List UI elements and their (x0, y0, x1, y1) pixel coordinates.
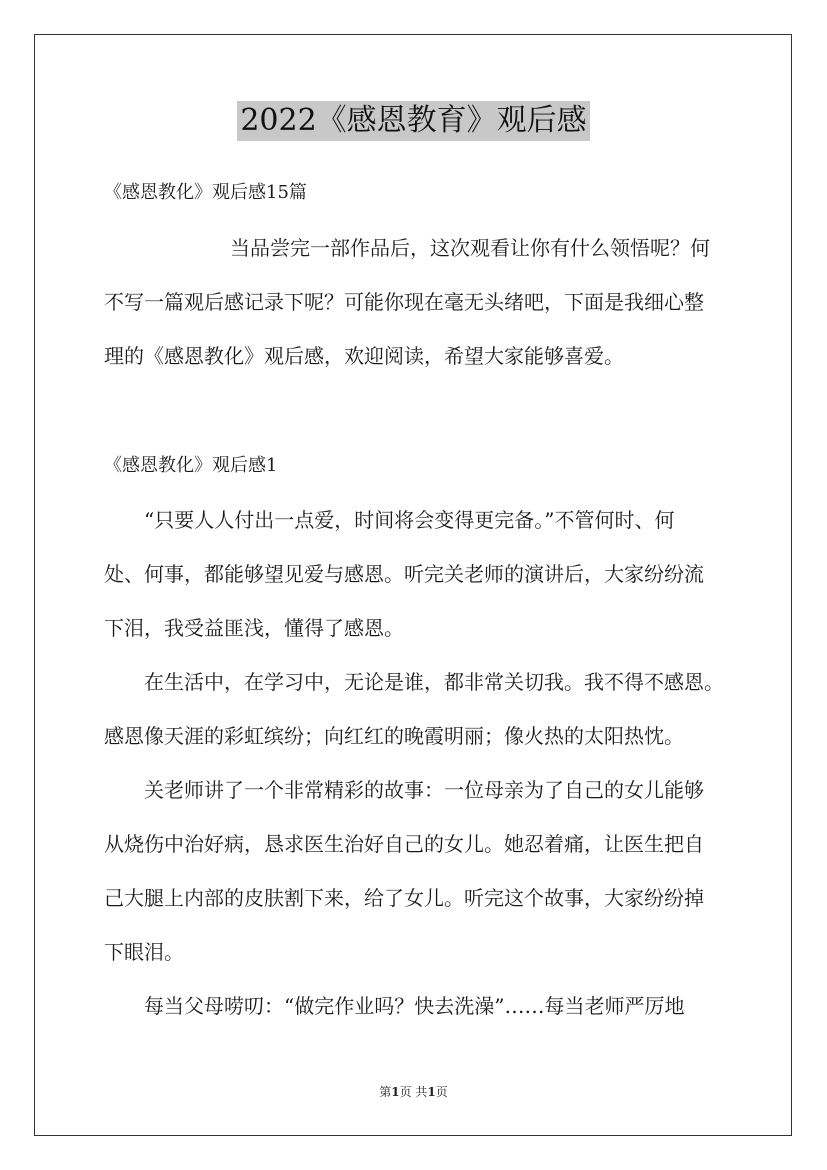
body-line: “只要人人付出一点爱，时间将会变得更完备。”不管何时、何 (144, 508, 675, 532)
body-line: 在生活中，在学习中，无论是谁，都非常关切我。我不得不感恩。 (144, 670, 724, 694)
footer-mid: 页 共 (399, 1085, 428, 1099)
page-footer (0, 1084, 827, 1100)
body-line: 感恩像天涯的彩虹缤纷；向红红的晚霞明丽；像火热的太阳热忱。 (104, 724, 684, 748)
document-title: 2022《感恩教育》观后感 (237, 101, 589, 141)
body-line: 关老师讲了一个非常精彩的故事：一位母亲为了自己的女儿能够 (144, 778, 704, 802)
intro-line: 理的《感恩教化》观后感，欢迎阅读，希望大家能够喜爱。 (104, 344, 624, 368)
footer-prefix: 第 (379, 1085, 392, 1099)
title-container (0, 101, 827, 141)
footer-current-page: 1 (391, 1085, 400, 1099)
body-line: 己大腿上内部的皮肤割下来，给了女儿。听完这个故事，大家纷纷掉 (104, 886, 704, 910)
section-heading: 《感恩教化》观后感1 (104, 455, 278, 476)
body-line: 每当父母唠叨：“做完作业吗？快去洗澡”……每当老师严厉地 (144, 994, 685, 1018)
document-subtitle: 《感恩教化》观后感15篇 (104, 182, 307, 203)
body-line: 从烧伤中治好病，恳求医生治好自己的女儿。她忍着痛，让医生把自 (104, 832, 704, 856)
body-line: 下眼泪。 (104, 940, 184, 964)
intro-line: 当品尝完一部作品后，这次观看让你有什么领悟呢？何 (230, 236, 710, 260)
intro-line: 不写一篇观后感记录下呢？可能你现在毫无头绪吧，下面是我细心整 (104, 290, 704, 314)
footer-suffix: 页 (435, 1085, 448, 1099)
footer-total-pages: 1 (427, 1085, 436, 1099)
body-line: 下泪，我受益匪浅，懂得了感恩。 (104, 616, 404, 640)
body-line: 处、何事，都能够望见爱与感恩。听完关老师的演讲后，大家纷纷流 (104, 562, 704, 586)
